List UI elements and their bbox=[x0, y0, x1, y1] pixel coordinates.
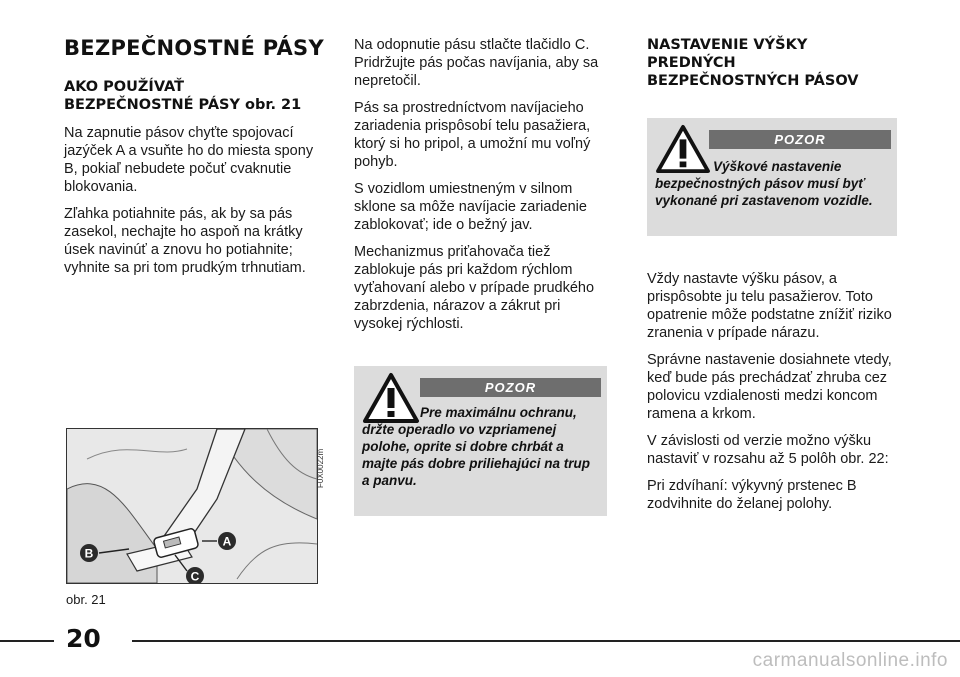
seatbelt-illustration bbox=[67, 429, 317, 583]
section-heading-line1: NASTAVENIE VÝŠKY bbox=[647, 37, 808, 53]
middle-column bbox=[354, 36, 610, 342]
page-number: 20 bbox=[66, 624, 101, 653]
section-heading-line2: PREDNÝCH bbox=[647, 55, 736, 71]
watermark: carmanualsonline.info bbox=[752, 650, 948, 671]
warning-label: POZOR bbox=[420, 378, 601, 397]
paragraph: S vozidlom umiestneným v silnom sklone sa môže navíjacie zariadenie zablokovať; ide o bežný jav. bbox=[354, 181, 587, 233]
right-column-body bbox=[647, 270, 905, 522]
footer-rule-left bbox=[0, 640, 54, 642]
warning-triangle-icon bbox=[655, 124, 711, 174]
footer-rule-right bbox=[132, 640, 960, 642]
paragraph: Pás sa prostredníctvom navíjacieho zariadenia prispôsobí telu pasažiera, ktorý si ho pripol, a umožní mu voľný pohyb. bbox=[354, 100, 591, 170]
paragraph: Vždy nastavte výšku pásov, a prispôsobte ju telu pasažierov. Toto opatrenie môže podstatne znížiť riziko zranenia v prípade nárazu. bbox=[647, 271, 892, 341]
warning-box bbox=[354, 366, 607, 516]
paragraph: Pri zdvíhaní: výkyvný prstenec B zodvihnite do želanej polohy. bbox=[647, 478, 857, 512]
paragraph: Na odopnutie pásu stlačte tlačidlo C. Pridržujte pás počas navíjania, aby sa nepretočil. bbox=[354, 37, 599, 89]
warning-label: POZOR bbox=[709, 130, 891, 149]
paragraph: Na zapnutie pásov chyťte spojovací jazýček A a vsuňte ho do miesta spony B, pokiaľ nebudete počuť cvaknutie blokovania. bbox=[64, 125, 314, 195]
paragraph: Správne nastavenie dosiahnete vtedy, keď bude pás prechádzať zhruba cez polovicu vzdialenosti medzi koncom ramena a krkom. bbox=[647, 352, 892, 422]
right-column bbox=[647, 36, 903, 100]
paragraph: Mechanizmus priťahovača tiež zablokuje pás pri každom rýchlom vyťahovaní alebo v prípade prudkého zabrzdenia, nárazov a zákrut pri vysokej rýchlosti. bbox=[354, 244, 595, 332]
figure-code: F0X0022m bbox=[316, 448, 325, 488]
section-subtitle-line1: AKO POUŽÍVAŤ bbox=[64, 79, 185, 95]
page-title: BEZPEČNOSTNÉ PÁSY bbox=[64, 36, 324, 60]
warning-box bbox=[647, 118, 897, 236]
warning-text: Pre maximálnu ochranu, držte operadlo vo vzpriamenej polohe, oprite si dobre chrbát a majte pás dobre priliehajúci na trup a panvu. bbox=[362, 405, 591, 488]
label-c: C bbox=[190, 569, 200, 583]
paragraph: Zľahka potiahnite pás, ak by sa pás zasekol, nechajte ho aspoň na krátky úsek navinúť a znovu ho potiahnite; vyhnite sa pri tom prudkým trhnutiam. bbox=[64, 206, 306, 276]
section-heading bbox=[647, 36, 903, 90]
warning-triangle-icon bbox=[362, 372, 420, 424]
left-column bbox=[64, 36, 324, 286]
label-a: A bbox=[222, 534, 232, 549]
seatbelt-figure bbox=[66, 428, 318, 584]
warning-text: Výškové nastavenie bezpečnostných pásov musí byť vykonané pri zastavenom vozidle. bbox=[655, 159, 873, 208]
section-heading-line3: BEZPEČNOSTNÝCH PÁSOV bbox=[647, 73, 859, 89]
figure-caption: obr. 21 bbox=[66, 592, 106, 607]
section-subtitle bbox=[64, 78, 324, 114]
label-b: B bbox=[84, 546, 94, 561]
paragraph: V závislosti od verzie možno výšku nastaviť v rozsahu až 5 polôh obr. 22: bbox=[647, 433, 889, 467]
section-subtitle-line2: BEZPEČNOSTNÉ PÁSY obr. 21 bbox=[64, 97, 302, 113]
